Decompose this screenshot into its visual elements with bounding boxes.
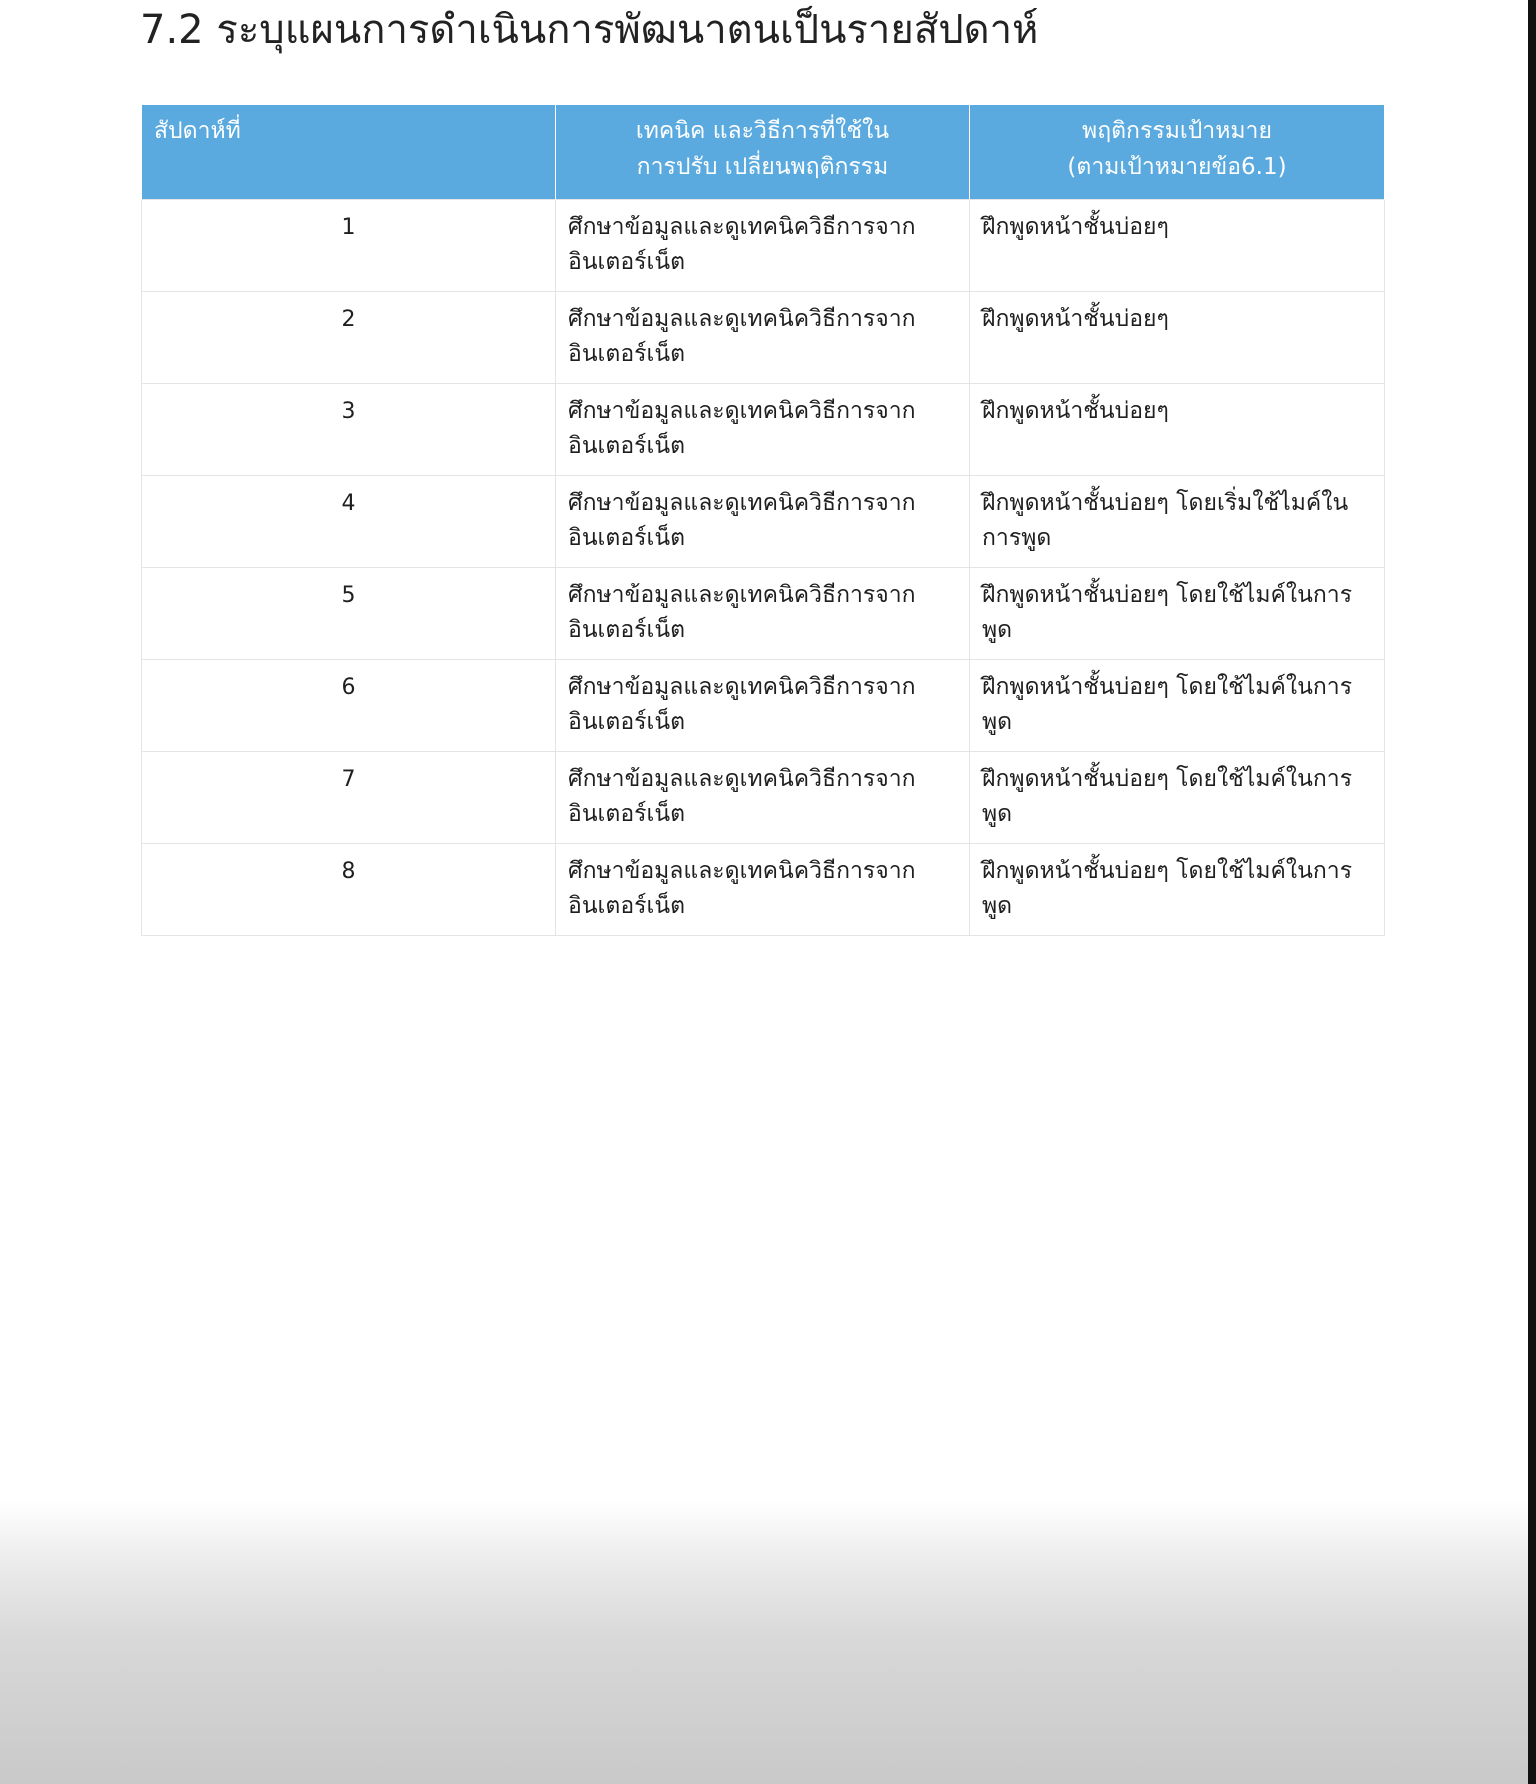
target-cell: ฝึกพูดหน้าชั้นบ่อยๆ โดยเริ่มใช้ไมค์ในการพูด: [970, 475, 1385, 567]
technique-cell: ศึกษาข้อมูลและดูเทคนิควิธีการจากอินเตอร์เน็ต: [556, 199, 970, 291]
week-number: 5: [142, 567, 556, 659]
table-row: [142, 751, 1385, 843]
technique-cell: ศึกษาข้อมูลและดูเทคนิควิธีการจากอินเตอร์เน็ต: [556, 751, 970, 843]
week-number: 4: [142, 475, 556, 567]
technique-cell: ศึกษาข้อมูลและดูเทคนิควิธีการจากอินเตอร์เน็ต: [556, 567, 970, 659]
target-cell: ฝึกพูดหน้าชั้นบ่อยๆ: [970, 199, 1385, 291]
week-number: 2: [142, 291, 556, 383]
week-number: 8: [142, 843, 556, 935]
window-edge: [1528, 0, 1536, 1784]
target-cell: ฝึกพูดหน้าชั้นบ่อยๆ: [970, 291, 1385, 383]
week-number: 3: [142, 383, 556, 475]
technique-cell: ศึกษาข้อมูลและดูเทคนิควิธีการจากอินเตอร์เน็ต: [556, 843, 970, 935]
target-cell: ฝึกพูดหน้าชั้นบ่อยๆ โดยใช้ไมค์ในการพูด: [970, 659, 1385, 751]
header-technique-line1: เทคนิค และวิธีการที่ใช้ใน: [635, 118, 890, 144]
weekly-plan-table: [141, 105, 1385, 936]
table-header-row: [142, 105, 1385, 199]
target-cell: ฝึกพูดหน้าชั้นบ่อยๆ โดยใช้ไมค์ในการพูด: [970, 567, 1385, 659]
table-row: [142, 291, 1385, 383]
technique-cell: ศึกษาข้อมูลและดูเทคนิควิธีการจากอินเตอร์เน็ต: [556, 383, 970, 475]
header-technique: [556, 105, 970, 199]
technique-cell: ศึกษาข้อมูลและดูเทคนิควิธีการจากอินเตอร์เน็ต: [556, 291, 970, 383]
week-number: 7: [142, 751, 556, 843]
header-target-line1: พฤติกรรมเป้าหมาย: [1082, 118, 1272, 144]
target-cell: ฝึกพูดหน้าชั้นบ่อยๆ โดยใช้ไมค์ในการพูด: [970, 843, 1385, 935]
week-number: 1: [142, 199, 556, 291]
header-target-line2: (ตามเป้าหมายข้อ6.1): [1067, 154, 1287, 180]
table-row: [142, 199, 1385, 291]
target-cell: ฝึกพูดหน้าชั้นบ่อยๆ โดยใช้ไมค์ในการพูด: [970, 751, 1385, 843]
header-week-label: สัปดาห์ที่: [154, 118, 241, 144]
page-title: 7.2 ระบุแผนการดำเนินการพัฒนาตนเป็นรายสัปดาห์: [140, 7, 1039, 53]
technique-cell: ศึกษาข้อมูลและดูเทคนิควิธีการจากอินเตอร์เน็ต: [556, 659, 970, 751]
header-week: [142, 105, 556, 199]
table-row: [142, 567, 1385, 659]
table-row: [142, 475, 1385, 567]
header-technique-line2: การปรับ เปลี่ยนพฤติกรรม: [636, 154, 889, 180]
technique-cell: ศึกษาข้อมูลและดูเทคนิควิธีการจากอินเตอร์เน็ต: [556, 475, 970, 567]
header-target-behavior: [970, 105, 1385, 199]
table-row: [142, 843, 1385, 935]
target-cell: ฝึกพูดหน้าชั้นบ่อยๆ: [970, 383, 1385, 475]
table-row: [142, 383, 1385, 475]
week-number: 6: [142, 659, 556, 751]
table-row: [142, 659, 1385, 751]
